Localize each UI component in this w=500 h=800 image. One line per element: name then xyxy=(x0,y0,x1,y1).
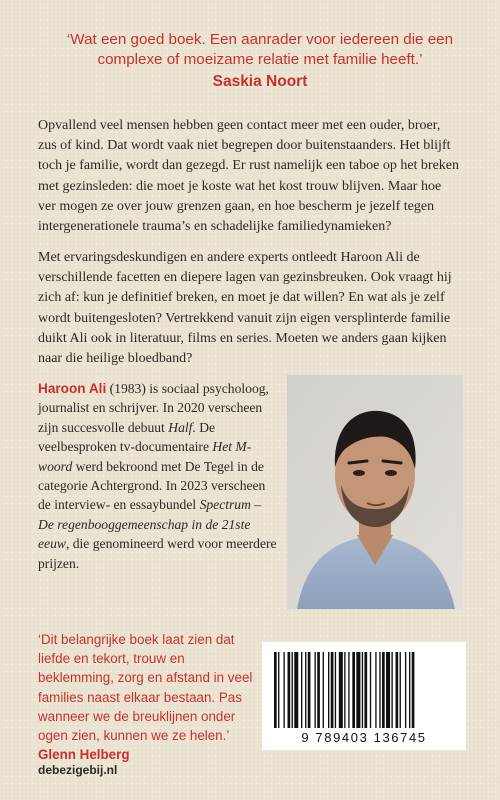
barcode-bar xyxy=(386,652,390,728)
barcode-bar xyxy=(352,652,355,728)
author-portrait-image xyxy=(287,375,463,609)
barcode-bar xyxy=(323,652,324,728)
top-quote-author: Saskia Noort xyxy=(212,73,308,90)
barcode-bar xyxy=(315,652,316,728)
bottom-quote-author: Glenn Helberg xyxy=(38,747,130,763)
bio-documentary-title: Het M-woord xyxy=(38,439,252,474)
barcode-bar xyxy=(405,652,406,728)
top-quote-text: ‘Wat een goed boek. Een aanrader voor iedereen die een complexe of moeizame relatie met familie heeft.’ xyxy=(66,31,454,68)
barcode-bar xyxy=(348,652,349,728)
barcode-bar xyxy=(283,652,284,728)
bio-text: (1983) is sociaal psycholoog, journalist en schrijver. In 2020 verscheen zijn succesvolle debuut xyxy=(38,381,269,435)
bottom-quote xyxy=(38,630,253,764)
barcode-bars xyxy=(272,652,456,728)
blurb-paragraph-1: Opvallend veel mensen hebben geen contact meer met een ouder, broer, zus of kind. Dat wordt vaak niet begrepen door buitenstaanders. Het blijft toch je familie, wordt dan gezegd. Er rust namelijk een taboe op het breken met gezinsleden: die moet je koste wat het kost trouw blijven. Maar hoe ver mogen ze over jouw grenzen gaan, en hoe bescherm je jezelf tegen intergenerationele trauma’s en schadelijke familiedynamieken? xyxy=(38,118,460,235)
author-photo xyxy=(287,375,463,609)
barcode-bar xyxy=(364,652,367,728)
isbn-number: 9 789403 136745 xyxy=(301,730,427,745)
barcode-bar xyxy=(400,652,401,728)
barcode-bar xyxy=(412,652,415,728)
barcode-bar xyxy=(328,652,329,728)
bio-essay-title: Spectrum – De regenbooggemeenschap in de 21ste eeuw xyxy=(38,497,262,552)
barcode-bar xyxy=(292,652,293,728)
barcode-bar xyxy=(379,652,380,728)
barcode-bar xyxy=(339,652,343,728)
barcode-bar xyxy=(294,652,298,728)
bio-book-title: Half xyxy=(168,419,193,435)
bio-text: , die genomineerd werd voor meerdere prijzen. xyxy=(38,536,277,571)
barcode-bar xyxy=(362,652,363,728)
barcode-bar xyxy=(382,652,385,728)
barcode-bar xyxy=(308,652,311,728)
barcode-bar xyxy=(370,652,371,728)
barcode-bar xyxy=(317,652,320,728)
isbn-barcode xyxy=(262,642,466,750)
author-name: Haroon Ali xyxy=(38,381,107,396)
bio-text: . De veelbesproken tv-documentaire xyxy=(38,419,216,455)
barcode-bar xyxy=(301,652,302,728)
bio-text: werd bekroond met De Tegel in de categorie Achtergrond. In 2023 verscheen de interview- en essaybundel xyxy=(38,458,266,513)
barcode-bar xyxy=(344,652,345,728)
barcode-bar xyxy=(396,652,399,728)
barcode-bar xyxy=(288,652,291,728)
barcode-bar xyxy=(331,652,334,728)
barcode-bar xyxy=(305,652,306,728)
blurb-paragraph-2: Met ervaringsdeskundigen en andere experts ontleedt Haroon Ali de verschillende facetten en diepere lagen van gezinsbreuken. Ook vraagt hij zich af: kun je definitief breken, en moet je dat willen? En wat als je zelf wordt buitengesloten? Vertrekkend vanuit zijn eigen versplinterde familie duikt Ali ook in literatuur, films en series. Moeten we anders gaan kijken naar die heilige bloedband? xyxy=(38,250,452,367)
barcode-bar xyxy=(274,652,277,728)
barcode-bar xyxy=(335,652,336,728)
barcode-bar xyxy=(391,652,392,728)
top-quote xyxy=(40,30,480,92)
barcode-bar xyxy=(356,652,360,728)
barcode-bar xyxy=(375,652,376,728)
barcode-bar xyxy=(278,652,279,728)
barcode-bar xyxy=(409,652,410,728)
bottom-quote-text: ‘Dit belangrijke boek laat zien dat liefde en tekort, trouw en beklemming, zorg en afstand in veel families naast elkaar bestaan. Pas wanneer we de breuklijnen onder ogen zien, kunnen we ze helen.’ xyxy=(38,632,253,744)
publisher-website: debezigebij.nl xyxy=(38,763,118,777)
author-bio xyxy=(38,379,278,573)
